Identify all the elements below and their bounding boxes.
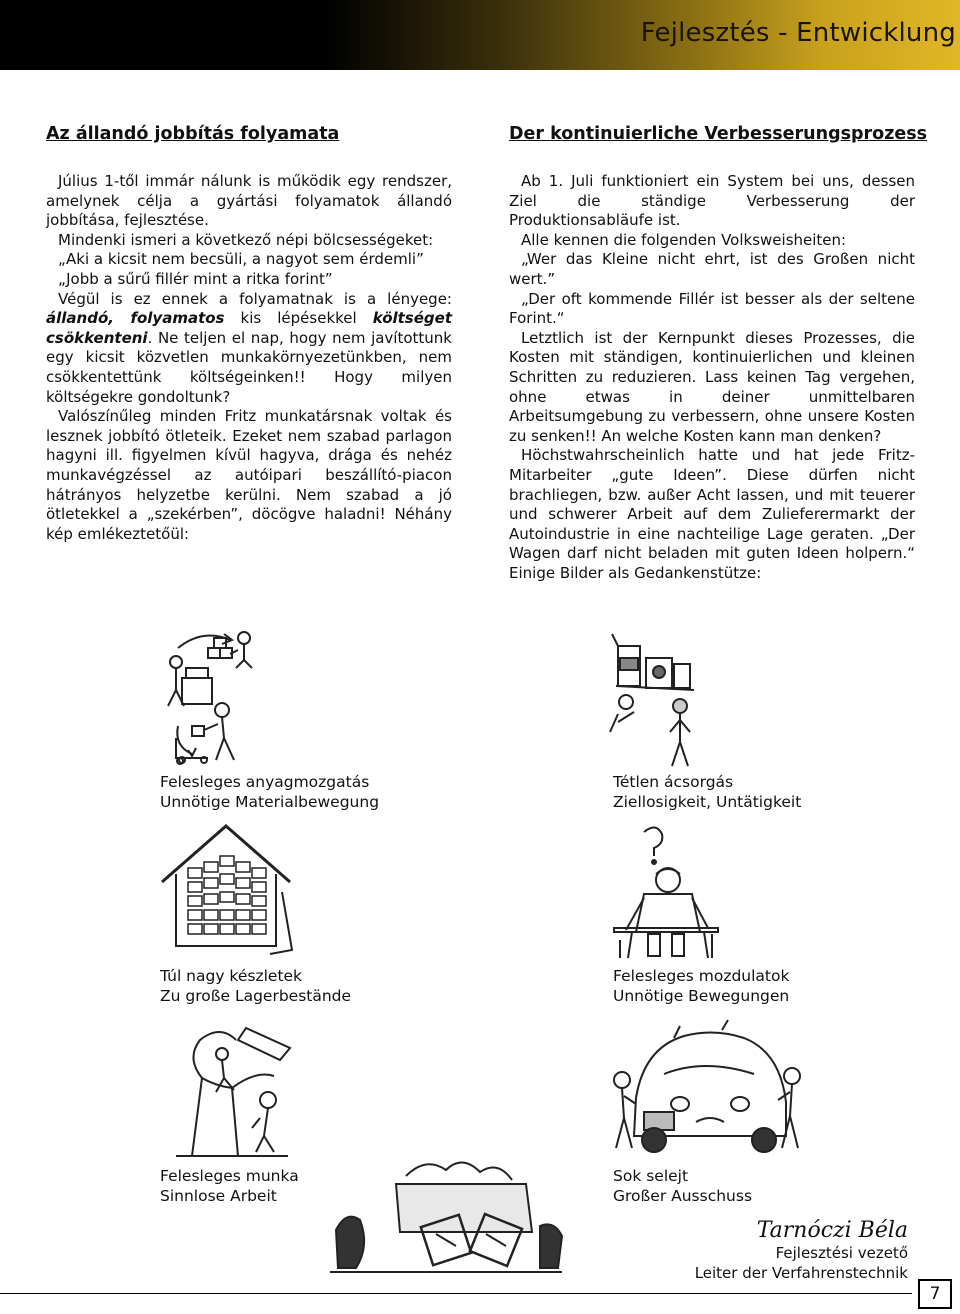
unnecessary-motion-illustration (604, 822, 724, 962)
right-paragraph: Ab 1. Juli funktioniert ein System bei uns, dessen Ziel die ständige Verbesserung der Produktionsabläufe ist. (509, 172, 915, 230)
caption-de: Zu große Lagerbestände (160, 986, 352, 1005)
left-paragraph: Július 1-től immár nálunk is működik egy rendszer, amelynek célja a gyártási folyamatok állandó jobbítása, fejlesztése. (46, 172, 452, 230)
idle-worker-illustration (604, 628, 704, 768)
excess-inventory-illustration (156, 822, 296, 962)
left-paragraph: Valószínűleg minden Fritz munkatársnak voltak és lesznek jobbító ötleteik. Ezeket nem szabad parlagon hagyni ill. figyelmen kívül hagyva, drága és nehéz munkavégzéssel az autóipari beszállító-piacon hátrányos helyzetbe kerülni. Nem szabad a jó ötletekkel a „szekérben”, döcögve haladni! Néhány kép emlékeztetőül: (46, 407, 452, 543)
right-article-body (509, 172, 915, 583)
caption-pointless-work (160, 1167, 299, 1206)
caption-hu: Felesleges mozdulatok (613, 967, 790, 985)
damaged-car-illustration (604, 1018, 804, 1158)
left-text: kis lépésekkel (224, 309, 373, 328)
caption-de: Sinnlose Arbeit (160, 1186, 277, 1205)
author-role-hu: Fejlesztési vezető (775, 1244, 908, 1262)
caption-unnecessary-motion (613, 967, 789, 1006)
left-text: . Ne teljen el nap, hogy nem javítottunk egy kicsit közvetlen munkakörnyezetünkben, nem csökkentettünk költségeinken!! Hogy milyen költségekre gondoltunk? (46, 328, 452, 406)
caption-de: Unnötige Materialbewegung (160, 792, 380, 811)
caption-excess-inventory (160, 967, 351, 1006)
caption-de: Ziellosigkeit, Untätigkeit (613, 792, 802, 811)
pointless-work-illustration (156, 1018, 296, 1158)
right-quote: „Wer das Kleine nicht ehrt, ist des Großen nicht wert.” (509, 250, 915, 288)
caption-idle-standing (613, 773, 801, 812)
caption-hu: Felesleges munka (160, 1167, 299, 1185)
right-paragraph: Letztlich ist der Kernpunkt dieses Prozesses, die Kosten mit ständigen, kontinuierlichen und kleinen Schritten zu reduzieren. Lass keinen Tag vergehen, ohne etwas in deiner unmittelbaren Arbeitsumgebung zu verbessern, ohne unsere Kosten zu senken!! An welche Kosten kann man denken? (509, 328, 915, 445)
footer-rule (0, 1293, 912, 1294)
material-movement-illustration (158, 626, 266, 766)
author-signature: Tarnóczi Béla (756, 1218, 908, 1243)
page-number: 7 (918, 1279, 952, 1309)
caption-hu: Felesleges anyagmozgatás (160, 773, 370, 791)
author-role-de: Leiter der Verfahrenstechnik (694, 1264, 908, 1282)
left-paragraph (46, 290, 452, 408)
right-paragraph: Höchstwahrscheinlich hatte und hat jede Fritz-Mitarbeiter „gute Ideen”. Diese dürfen nicht brachliegen, bzw. außer Acht lassen, und mit teuerer und schwerer Arbeit auf dem Zulieferermarkt der Autoindustrie in eine nachteilige Lage geraten. „Der Wagen darf nicht beladen mit guten Ideen holpern.“ Einige Bilder als Gedankenstütze: (509, 446, 915, 582)
caption-hu: Sok selejt (613, 1167, 689, 1185)
left-emphasis: állandó, folyamatos (46, 309, 225, 328)
left-quote: „Aki a kicsit nem becsüli, a nagyot sem érdemli” (58, 250, 424, 269)
left-text: Végül is ez ennek a folyamatnak is a lényege: (58, 289, 452, 308)
left-quote: „Jobb a sűrű fillér mint a ritka forint” (58, 269, 333, 288)
caption-hu: Tétlen ácsorgás (613, 773, 734, 791)
caption-scrap (613, 1167, 752, 1206)
right-paragraph: Alle kennen die folgenden Volksweisheiten: (521, 230, 847, 249)
section-title: Fejlesztés - Entwicklung (640, 18, 956, 48)
left-emphasis: költséget csökkenteni (46, 309, 452, 347)
left-article-title: Az állandó jobbítás folyamata (46, 124, 340, 144)
page-header-bar (0, 0, 960, 70)
right-quote: „Der oft kommende Fillér ist besser als der seltene Forint.“ (509, 289, 915, 328)
cart-of-ideas-illustration (326, 1150, 566, 1280)
caption-hu: Túl nagy készletek (160, 967, 303, 985)
left-paragraph: Mindenki ismeri a következő népi bölcsességeket: (58, 230, 434, 249)
caption-de: Großer Ausschuss (613, 1186, 753, 1205)
caption-de: Unnötige Bewegungen (613, 986, 790, 1005)
caption-material-movement (160, 773, 379, 812)
right-article-title: Der kontinuierliche Verbesserungsprozess (509, 124, 928, 144)
left-article-body (46, 172, 452, 544)
